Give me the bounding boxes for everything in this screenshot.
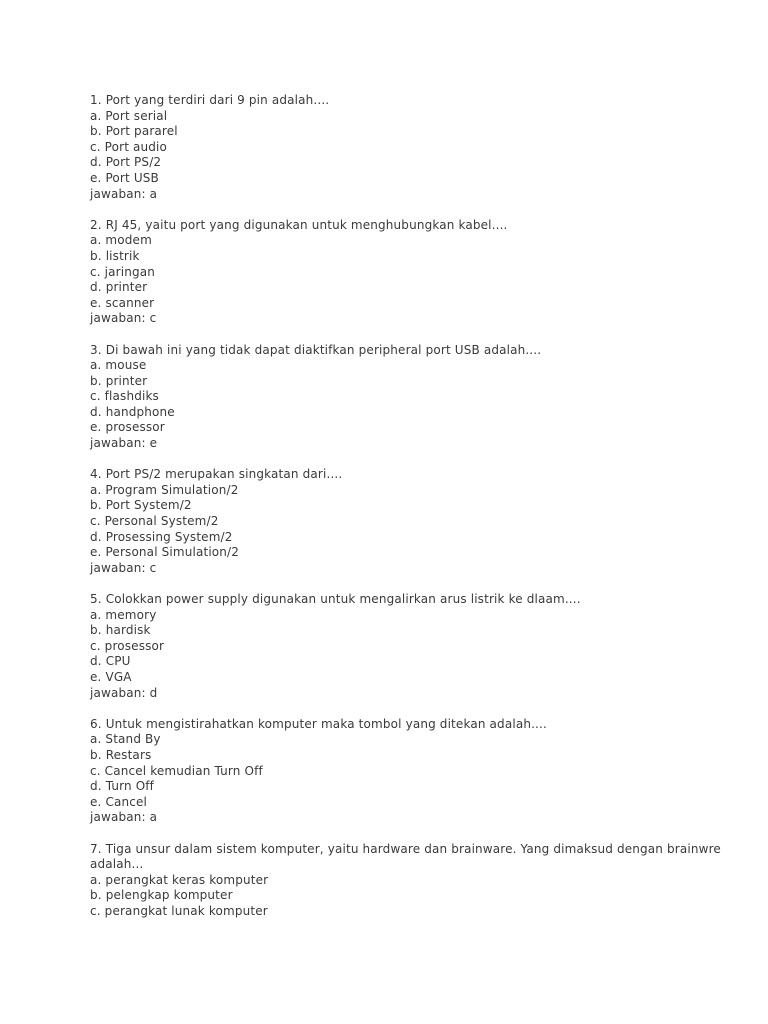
option-c: c. Cancel kemudian Turn Off bbox=[90, 763, 263, 778]
option-a: a. Stand By bbox=[90, 732, 161, 747]
option-b: b. printer bbox=[90, 373, 148, 388]
option-d: d. CPU bbox=[90, 654, 131, 669]
question-text: 6. Untuk mengistirahatkan komputer maka tombol yang ditekan adalah.... bbox=[90, 716, 547, 731]
question-block-2 bbox=[90, 218, 730, 327]
option-c: c. Port audio bbox=[90, 139, 168, 154]
question-block-1 bbox=[90, 93, 730, 202]
option-b: b. Restars bbox=[90, 747, 152, 762]
option-a: a. perangkat keras komputer bbox=[90, 872, 269, 887]
question-block-4 bbox=[90, 467, 730, 576]
option-e: e. Port USB bbox=[90, 170, 159, 185]
option-a: a. mouse bbox=[90, 358, 147, 373]
option-d: d. Port PS/2 bbox=[90, 155, 162, 170]
option-c: c. prosessor bbox=[90, 638, 165, 653]
option-d: d. Prosessing System/2 bbox=[90, 529, 233, 544]
option-b: b. Port System/2 bbox=[90, 498, 192, 513]
answer-text: jawaban: c bbox=[90, 311, 157, 326]
question-block-6 bbox=[90, 717, 730, 826]
option-b: b. Port pararel bbox=[90, 124, 178, 139]
option-a: a. Port serial bbox=[90, 108, 168, 123]
answer-text: jawaban: e bbox=[90, 436, 158, 451]
question-text: 2. RJ 45, yaitu port yang digunakan untuk menghubungkan kabel.... bbox=[90, 217, 508, 232]
option-a: a. modem bbox=[90, 233, 152, 248]
option-c: c. Personal System/2 bbox=[90, 514, 219, 529]
question-text: 5. Colokkan power supply digunakan untuk mengalirkan arus listrik ke dlaam.... bbox=[90, 592, 581, 606]
document-page bbox=[90, 93, 730, 919]
option-e: e. Personal Simulation/2 bbox=[90, 545, 240, 560]
question-text: 3. Di bawah ini yang tidak dapat diaktifkan peripheral port USB adalah.... bbox=[90, 342, 542, 357]
option-c: c. flashdiks bbox=[90, 389, 159, 404]
option-e: e. scanner bbox=[90, 295, 155, 310]
option-c: c. jaringan bbox=[90, 264, 156, 279]
question-block-7 bbox=[90, 842, 730, 920]
answer-text: jawaban: d bbox=[90, 685, 158, 700]
option-a: a. Program Simulation/2 bbox=[90, 482, 239, 497]
question-block-3 bbox=[90, 343, 730, 452]
option-d: d. handphone bbox=[90, 404, 175, 419]
option-b: b. pelengkap komputer bbox=[90, 888, 233, 903]
option-a: a. memory bbox=[90, 607, 157, 622]
question-text: 1. Port yang terdiri dari 9 pin adalah.... bbox=[90, 93, 330, 107]
option-c: c. perangkat lunak komputer bbox=[90, 903, 268, 918]
answer-text: jawaban: a bbox=[90, 186, 158, 201]
option-e: e. VGA bbox=[90, 669, 132, 684]
question-text: 4. Port PS/2 merupakan singkatan dari.... bbox=[90, 467, 343, 482]
option-d: d. printer bbox=[90, 280, 148, 295]
question-text: 7. Tiga unsur dalam sistem komputer, yaitu hardware dan brainware. Yang dimaksud dengan brainwre adalah... bbox=[90, 841, 725, 872]
option-d: d. Turn Off bbox=[90, 779, 155, 794]
option-b: b. listrik bbox=[90, 248, 140, 263]
question-block-5 bbox=[90, 592, 730, 701]
answer-text: jawaban: c bbox=[90, 560, 157, 575]
option-b: b. hardisk bbox=[90, 623, 151, 638]
option-e: e. Cancel bbox=[90, 794, 148, 809]
answer-text: jawaban: a bbox=[90, 810, 158, 825]
option-e: e. prosessor bbox=[90, 420, 165, 435]
